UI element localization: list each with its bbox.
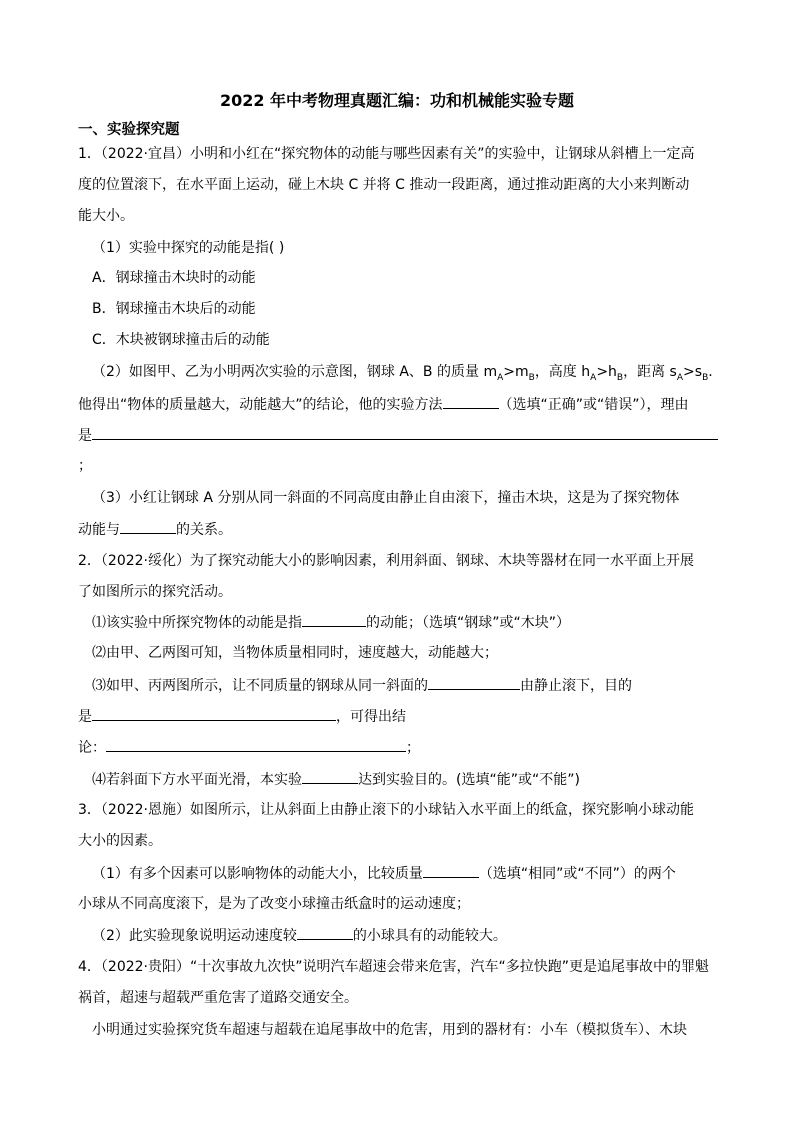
answer-blank[interactable] <box>92 706 336 721</box>
answer-blank[interactable] <box>106 737 406 752</box>
answer-blank[interactable] <box>302 612 366 627</box>
q1-option-b: B．钢球撞击木块后的动能 <box>92 301 256 317</box>
q2-part3-line-2: 是 ，可得出结 <box>78 706 406 727</box>
q2-part2: ⑵由甲、乙两图可知，当物体质量相同时，速度越大，动能越大； <box>92 645 498 661</box>
q1-line-1: 1．（2022·宜昌）小明和小红在“探究物体的动能与哪些因素有关”的实验中，让钢球从斜槽上一定高 <box>78 146 695 162</box>
q2-line-1: 2．（2022·绥化）为了探究动能大小的影响因素，利用斜面、钢球、木块等器材在同一水平面上开展 <box>78 553 694 569</box>
answer-blank[interactable] <box>92 425 718 440</box>
section-heading: 一、实验探究题 <box>78 122 180 138</box>
q1-line-2: 度的位置滚下，在水平面上运动，碰上木块 C 并将 C 推动一段距离，通过推动距离的大小来判断动 <box>78 177 690 193</box>
q4-line-3: 小明通过实验探究货车超速与超载在追尾事故中的危害，用到的器材有：小车（模拟货车）、木块 <box>92 1022 687 1038</box>
q1-part2-line-4: ； <box>78 458 92 474</box>
q2-line-2: 了如图所示的探究活动。 <box>78 584 232 600</box>
q1-part3-line-1: （3）小红让钢球 A 分别从同一斜面的不同高度由静止自由滚下，撞击木块，这是为了探究物体 <box>92 490 680 506</box>
answer-blank[interactable] <box>297 925 353 940</box>
q2-part3-line-3: 论： ； <box>78 737 420 758</box>
q1-part2-line-3: 是 <box>78 425 718 446</box>
q2-part1: ⑴该实验中所探究物体的动能是指 的动能；（选填“钢球”或“木块”） <box>92 612 570 633</box>
answer-blank[interactable] <box>302 769 358 784</box>
q2-part3-line-1: ⑶如甲、丙两图所示，让不同质量的钢球从同一斜面的 由静止滚下，目的 <box>92 675 632 696</box>
q1-part3-line-2: 动能与 的关系。 <box>78 519 232 540</box>
q1-part2-line-2: 他得出“物体的质量越大，动能越大”的结论，他的实验方法 （选填“正确”或“错误”），理由 <box>78 394 689 415</box>
q2-part4: ⑷若斜面下方水平面光滑，本实验 达到实验目的。(选填“能”或“不能”) <box>92 769 580 790</box>
q4-line-1: 4．（2022·贵阳）“十次事故九次快”说明汽车超速会带来危害，汽车“多拉快跑”更是追尾事故中的罪魁 <box>78 959 709 975</box>
q3-line-1: 3．（2022·恩施）如图所示，让从斜面上由静止滚下的小球钻入水平面上的纸盒，探究影响小球动能 <box>78 802 694 818</box>
document-title: 2022 年中考物理真题汇编：功和机械能实验专题 <box>219 91 575 110</box>
answer-blank[interactable] <box>120 519 176 534</box>
q1-option-a: A．钢球撞击木块时的动能 <box>92 270 256 286</box>
q1-line-3: 能大小。 <box>78 208 134 224</box>
answer-blank[interactable] <box>443 394 499 409</box>
answer-blank[interactable] <box>423 863 479 878</box>
q3-line-2: 大小的因素。 <box>78 833 162 849</box>
q3-part1-line-2: 小球从不同高度滚下，是为了改变小球撞击纸盒时的运动速度； <box>78 896 470 912</box>
q1-option-c: C．木块被钢球撞击后的动能 <box>92 332 270 348</box>
answer-blank[interactable] <box>428 675 520 690</box>
q3-part1-line-1: （1）有多个因素可以影响物体的动能大小，比较质量 （选填“相同”或“不同”）的两个 <box>92 863 676 884</box>
q3-part2: （2）此实验现象说明运动速度较 的小球具有的动能较大。 <box>92 925 507 946</box>
q4-line-2: 祸首，超速与超载严重危害了道路交通安全。 <box>78 990 358 1006</box>
q1-part1: （1）实验中探究的动能是指( ) <box>92 240 285 256</box>
q1-part2-line-1: （2）如图甲、乙为小明两次实验的示意图，钢球 A、B 的质量 $m_A>m_B$，高度 $h_A>h_B$，距离 $s_A>s_B$. <box>92 364 713 383</box>
